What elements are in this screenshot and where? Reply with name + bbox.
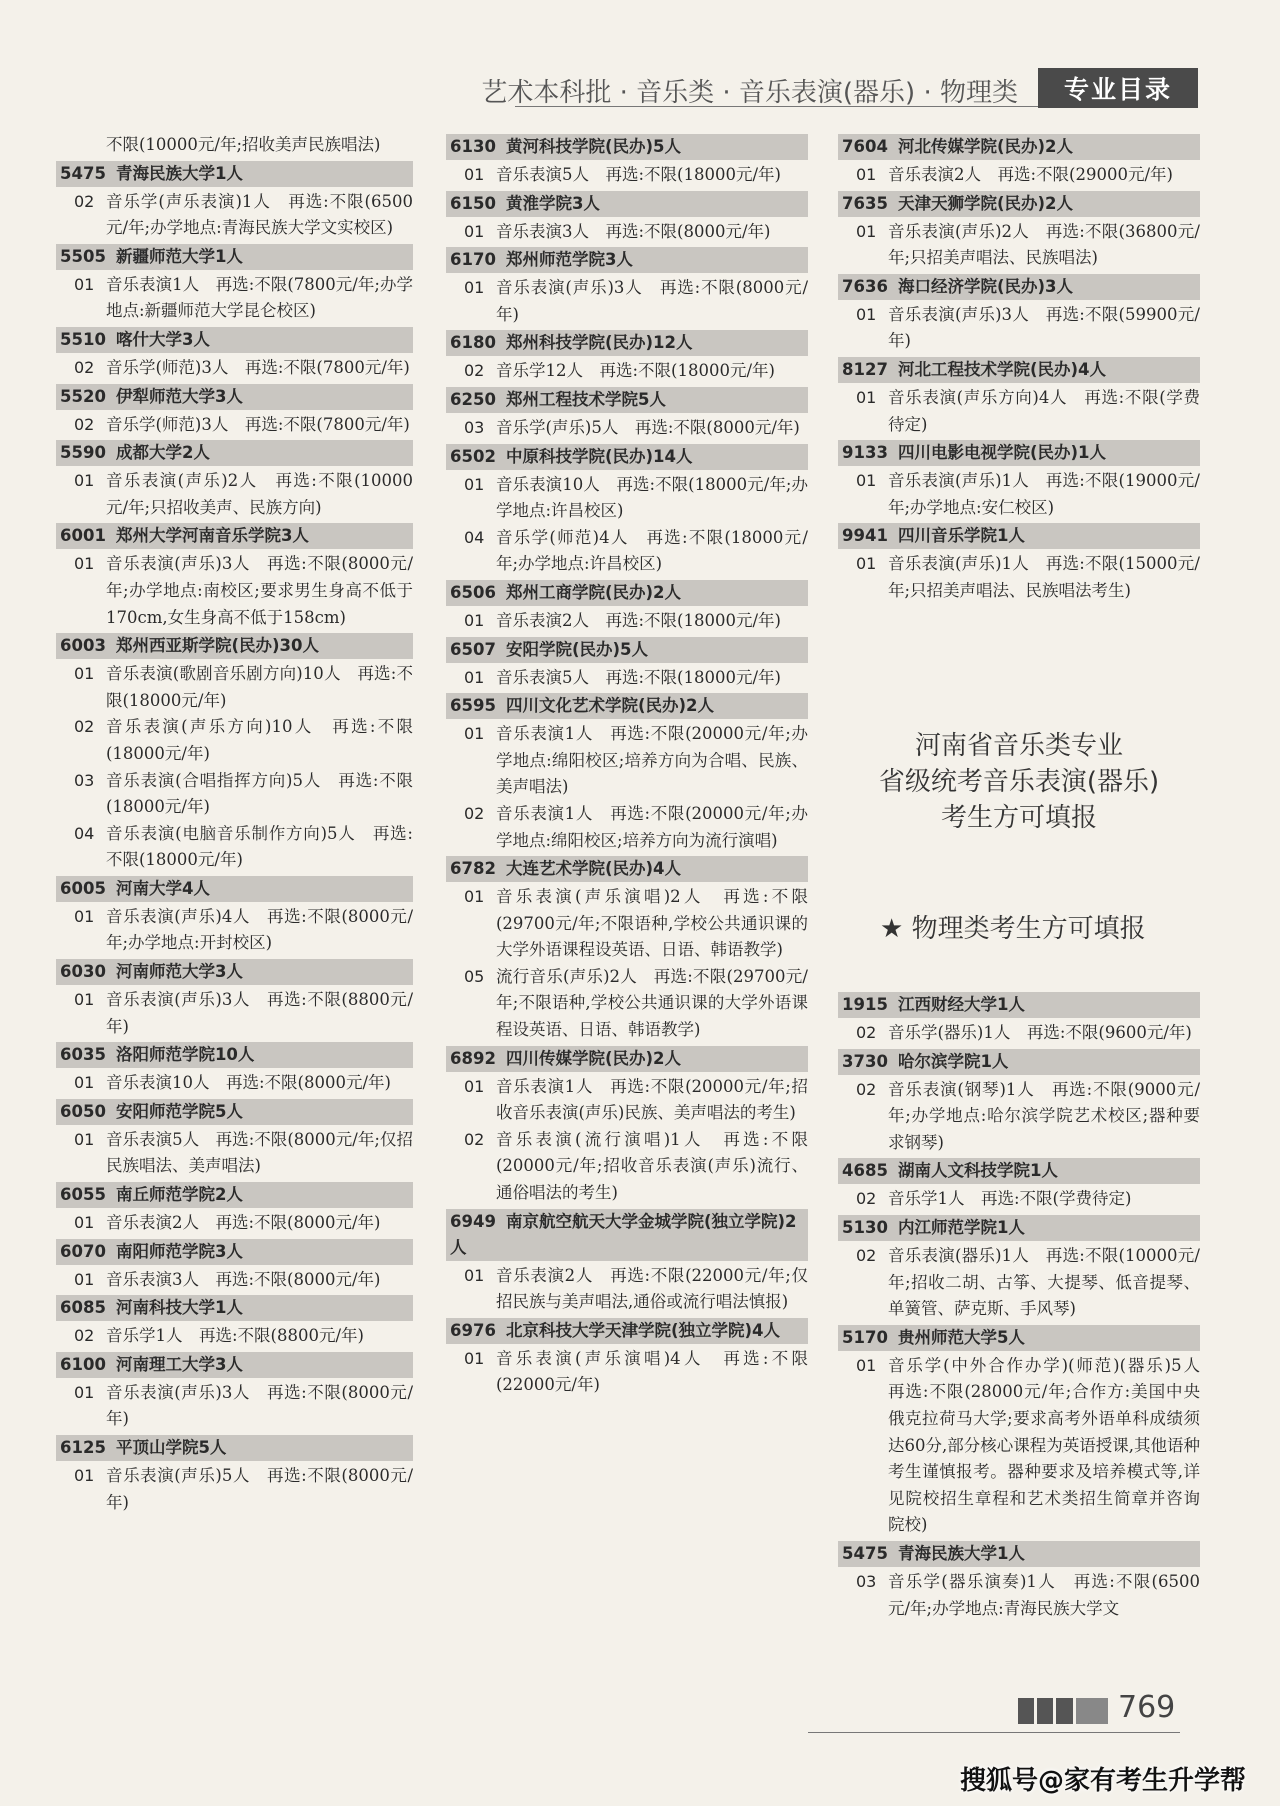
major-entry [56, 1070, 413, 1097]
institution-code: 5130 [842, 1217, 888, 1237]
institution-code: 6100 [60, 1354, 106, 1374]
institution-name: 四川音乐学院1人 [897, 526, 1025, 546]
major-code: 03 [74, 770, 95, 790]
institution-code: 6782 [450, 859, 496, 879]
institution-code: 5475 [60, 163, 106, 183]
institution-name: 四川电影电视学院(民办)1人 [897, 443, 1107, 463]
major-code: 01 [856, 304, 877, 324]
institution-code: 6170 [450, 250, 496, 270]
major-code: 02 [74, 717, 95, 737]
institution-code: 6180 [450, 333, 496, 353]
major-text: 音乐学(师范)3人 再选:不限(7800元/年) [106, 414, 410, 434]
institution-code: 6949 [450, 1211, 496, 1231]
institution-name: 海口经济学院(民办)3人 [897, 276, 1074, 296]
institution-header [838, 1541, 1200, 1567]
major-entry [56, 1323, 413, 1350]
institution-name: 郑州大学河南音乐学院3人 [115, 526, 309, 546]
institution-name: 中原科技学院(民办)14人 [505, 446, 693, 466]
major-entry [446, 415, 808, 442]
major-text: 流行音乐(声乐)2人 再选:不限(29700元/年;不限语种,学校公共通识课的大学外语课程设英语、日语、韩语教学) [496, 966, 808, 1040]
major-text: 音乐学(声乐)5人 再选:不限(8000元/年) [496, 417, 800, 437]
major-text: 音乐表演3人 再选:不限(8000元/年) [106, 1269, 381, 1289]
major-code: 05 [464, 966, 485, 986]
institution-name: 黄河科技学院(民办)5人 [505, 137, 682, 156]
institution-code: 6150 [450, 193, 496, 213]
major-text: 音乐学(声乐表演)1人 再选:不限(6500元/年;办学地点:青海民族大学文实校区) [106, 191, 413, 238]
major-text: 音乐表演(声乐)4人 再选:不限(8000元/年;办学地点:开封校区) [106, 906, 413, 953]
major-text: 音乐表演(声乐)3人 再选:不限(8000元/年;办学地点:南校区;要求男生身高不低于170cm,女生身高不低于158cm) [106, 554, 413, 627]
note-line: 省级统考音乐表演(器乐) [878, 767, 1160, 797]
institution-code: 7636 [842, 276, 888, 296]
institution-name: 洛阳师范学院10人 [115, 1045, 255, 1065]
institution-name: 安阳学院(民办)5人 [505, 639, 649, 659]
major-entry [446, 964, 808, 1044]
major-code: 01 [464, 887, 485, 907]
major-code: 04 [74, 823, 95, 843]
institution-name: 青海民族大学1人 [115, 163, 243, 183]
institution-name: 郑州西亚斯学院(民办)30人 [115, 636, 319, 656]
major-text: 音乐表演2人 再选:不限(8000元/年) [106, 1213, 381, 1233]
major-code: 01 [856, 1355, 877, 1375]
major-entry [446, 162, 808, 189]
institution-header [56, 1099, 413, 1125]
major-entry [446, 665, 808, 692]
major-code: 02 [856, 1023, 877, 1042]
major-entry [56, 272, 413, 325]
note-line: 考生方可填报 [940, 803, 1097, 833]
major-code: 01 [856, 221, 877, 241]
institution-name: 喀什大学3人 [115, 329, 210, 349]
major-entry [446, 608, 808, 635]
institution-header [838, 357, 1200, 383]
major-code: 01 [464, 1265, 485, 1285]
institution-name: 成都大学2人 [115, 443, 210, 463]
major-code: 01 [74, 1466, 95, 1485]
institution-header [446, 856, 808, 882]
major-code: 04 [464, 527, 485, 547]
institution-header [446, 444, 808, 470]
major-code: 01 [74, 990, 95, 1010]
major-code: 01 [856, 165, 877, 184]
major-text: 音乐表演(电脑音乐制作方向)5人 再选:不限(18000元/年) [106, 823, 413, 870]
institution-code: 6030 [60, 962, 106, 982]
major-code: 01 [464, 165, 485, 184]
institution-header [446, 1046, 808, 1072]
institution-code: 6070 [60, 1241, 106, 1261]
major-text: 音乐表演5人 再选:不限(18000元/年) [496, 667, 781, 687]
major-entry [838, 1020, 1200, 1047]
institution-code: 8127 [842, 359, 888, 379]
institution-name: 河南理工大学3人 [115, 1354, 243, 1374]
major-text: 音乐学1人 再选:不限(学费待定) [888, 1189, 1132, 1209]
institution-header [446, 191, 808, 217]
major-entry [446, 1127, 808, 1207]
institution-code: 6506 [450, 582, 496, 602]
column-3 [838, 132, 1200, 605]
major-code: 02 [464, 1129, 485, 1149]
institution-name: 南丘师范学院2人 [115, 1185, 243, 1205]
major-text: 音乐表演1人 再选:不限(20000元/年;办学地点:绵阳校区;培养方向为合唱、民族、美声唱法) [496, 724, 808, 797]
institution-header [56, 633, 413, 659]
institution-header [838, 523, 1200, 549]
major-entry [838, 468, 1200, 521]
major-entry [446, 884, 808, 964]
major-text: 音乐表演3人 再选:不限(8000元/年) [496, 221, 771, 241]
major-entry [838, 302, 1200, 355]
major-text: 音乐表演1人 再选:不限(20000元/年;办学地点:绵阳校区;培养方向为流行演唱) [496, 803, 808, 850]
major-text: 音乐表演(声乐)1人 再选:不限(15000元/年;只招美声唱法、民族唱法考生) [888, 554, 1200, 600]
major-text: 音乐表演(声乐方向)10人 再选:不限(18000元/年) [106, 717, 413, 763]
institution-header [56, 1182, 413, 1208]
major-code: 03 [856, 1571, 877, 1591]
major-text: 音乐表演(流行演唱)1人 再选:不限(20000元/年;招收音乐表演(声乐)流行、通俗唱法的考生) [496, 1129, 808, 1203]
major-text: 音乐学(中外合作办学)(师范)(器乐)5人 再选:不限(28000元/年;合作方:美国中央俄克拉荷马大学;要求高考外语单科成绩须达60分,部分核心课程为英语授课,其他语种考生谨慎报考。器种要求及培养模式等,详见院校招生章程和艺术类招生简章并咨询院校) [888, 1355, 1217, 1535]
major-code: 01 [74, 664, 95, 684]
institution-code: 6003 [60, 636, 106, 656]
major-text: 音乐表演10人 再选:不限(8000元/年) [106, 1073, 391, 1093]
major-entry [446, 358, 808, 385]
institution-name: 黄淮学院3人 [505, 193, 600, 213]
major-code: 01 [74, 1073, 95, 1093]
major-code: 01 [74, 274, 95, 294]
major-code: 01 [74, 1382, 95, 1402]
major-entry [56, 1463, 413, 1516]
major-entry [446, 525, 808, 578]
major-code: 02 [74, 357, 95, 377]
major-entry [56, 1380, 413, 1433]
major-entry [838, 219, 1200, 272]
major-text: 音乐表演(声乐)2人 再选:不限(10000元/年;只招收美声、民族方向) [106, 471, 413, 517]
institution-name: 河南科技大学1人 [115, 1298, 243, 1318]
institution-name: 郑州科技学院(民办)12人 [505, 333, 693, 353]
major-code: 01 [74, 1269, 95, 1289]
major-entry [56, 661, 413, 714]
institution-code: 9941 [842, 526, 888, 546]
institution-code: 6130 [450, 137, 496, 156]
major-code: 01 [464, 1076, 485, 1096]
institution-code: 6055 [60, 1185, 106, 1205]
major-text: 音乐表演2人 再选:不限(22000元/年;仅招民族与美声唱法,通俗或流行唱法慎报) [496, 1265, 808, 1312]
major-text: 音乐表演(声乐演唱)4人 再选:不限(22000元/年) [496, 1348, 808, 1395]
major-code: 01 [464, 724, 485, 744]
institution-code: 6892 [450, 1048, 496, 1068]
major-text: 音乐表演(器乐)1人 再选:不限(10000元/年;招收二胡、古筝、大提琴、低音提琴、单簧管、萨克斯、手风琴) [888, 1245, 1200, 1319]
major-code: 01 [464, 221, 485, 241]
institution-name: 大连艺术学院(民办)4人 [505, 859, 682, 879]
institution-name: 新疆师范大学1人 [115, 246, 243, 266]
major-code: 01 [74, 471, 95, 491]
institution-name: 南京航空航天大学金城学院(独立学院)2人 [450, 1211, 797, 1257]
institution-name: 贵州师范大学5人 [897, 1327, 1025, 1347]
major-text: 音乐表演5人 再选:不限(18000元/年) [496, 165, 781, 184]
major-text: 音乐表演(声乐)2人 再选:不限(36800元/年;只招美声唱法、民族唱法) [888, 221, 1200, 268]
major-text: 音乐表演(声乐方向)4人 再选:不限(学费待定) [888, 387, 1200, 434]
major-text: 音乐表演(钢琴)1人 再选:不限(9000元/年;办学地点:哈尔滨学院艺术校区;器种要求钢琴) [888, 1079, 1200, 1152]
column-2 [446, 132, 808, 1399]
institution-name: 江西财经大学1人 [897, 995, 1025, 1014]
major-code: 02 [464, 803, 485, 823]
major-code: 01 [464, 1348, 485, 1368]
institution-code: 5520 [60, 386, 106, 406]
major-entry [838, 162, 1200, 189]
institution-header [446, 247, 808, 273]
institution-header [56, 876, 413, 902]
major-entry [838, 1186, 1200, 1213]
institution-name: 河南师范大学3人 [115, 962, 243, 982]
institution-name: 郑州工程技术学院5人 [505, 389, 666, 409]
major-code: 02 [856, 1245, 877, 1265]
major-entry [56, 1267, 413, 1294]
major-entry [56, 904, 413, 957]
major-text: 音乐表演2人 再选:不限(18000元/年) [496, 610, 781, 630]
institution-name: 哈尔滨学院1人 [897, 1051, 1009, 1071]
major-entry [56, 412, 413, 439]
column-1 [56, 132, 413, 1516]
institution-name: 内江师范学院1人 [897, 1217, 1025, 1237]
institution-header [446, 134, 808, 160]
major-code: 01 [464, 667, 485, 687]
major-text: 音乐表演(声乐)3人 再选:不限(8000元/年) [496, 278, 808, 324]
institution-name: 郑州工商学院(民办)2人 [505, 582, 682, 602]
major-code: 02 [74, 191, 95, 211]
institution-header [838, 1215, 1200, 1241]
institution-code: 6035 [60, 1045, 106, 1065]
institution-code: 7635 [842, 193, 888, 213]
institution-name: 河北传媒学院(民办)2人 [897, 137, 1074, 156]
major-entry [838, 1077, 1200, 1157]
major-entry [56, 714, 413, 767]
institution-name: 北京科技大学天津学院(独立学院)4人 [505, 1320, 781, 1340]
major-entry [446, 1263, 808, 1316]
institution-name: 平顶山学院5人 [115, 1438, 227, 1457]
major-code: 01 [74, 1213, 95, 1233]
page-number: 769 [1118, 1690, 1176, 1725]
institution-name: 河北工程技术学院(民办)4人 [897, 359, 1107, 379]
header-rule [515, 106, 1038, 107]
institution-code: 1915 [842, 995, 888, 1014]
major-entry [446, 721, 808, 801]
major-code: 02 [74, 1326, 95, 1346]
institution-code: 9133 [842, 443, 888, 463]
institution-header [838, 191, 1200, 217]
institution-header [446, 637, 808, 663]
institution-header [56, 1295, 413, 1321]
major-entry [446, 219, 808, 246]
major-entry [56, 1127, 413, 1180]
major-entry [446, 801, 808, 854]
institution-header [838, 992, 1200, 1018]
running-header-title: 艺术本科批 · 音乐类 · 音乐表演(器乐) · 物理类 [481, 78, 1018, 108]
institution-header [56, 1352, 413, 1378]
major-text: 音乐表演2人 再选:不限(29000元/年) [888, 165, 1173, 184]
major-code: 01 [464, 474, 485, 494]
institution-code: 5510 [60, 329, 106, 349]
major-text: 音乐表演1人 再选:不限(20000元/年;招收音乐表演(声乐)民族、美声唱法的考生) [496, 1076, 808, 1123]
major-entry [56, 189, 413, 242]
note-line: 河南省音乐类专业 [914, 731, 1123, 761]
major-code: 01 [464, 278, 485, 298]
institution-header [838, 440, 1200, 466]
institution-code: 7604 [842, 137, 888, 156]
major-entry [446, 275, 808, 328]
institution-code: 6125 [60, 1438, 106, 1457]
section-badge: 专业目录 [1038, 68, 1198, 108]
major-text: 音乐学(器乐演奏)1人 再选:不限(6500元/年;办学地点:青海民族大学文 [888, 1571, 1200, 1618]
institution-code: 6001 [60, 526, 106, 546]
page-header [0, 68, 1280, 112]
major-code: 01 [464, 610, 485, 630]
institution-code: 5170 [842, 1327, 888, 1347]
major-code: 02 [856, 1189, 877, 1209]
institution-code: 5475 [842, 1543, 888, 1563]
major-text: 音乐表演(声乐)1人 再选:不限(19000元/年;办学地点:安仁校区) [888, 471, 1200, 517]
institution-name: 湖南人文科技学院1人 [897, 1161, 1058, 1181]
major-text: 音乐表演(声乐)5人 再选:不限(8000元/年) [106, 1466, 413, 1512]
major-entry [56, 987, 413, 1040]
major-code: 01 [856, 471, 877, 491]
institution-header [56, 384, 413, 410]
institution-header [56, 327, 413, 353]
institution-header [56, 1239, 413, 1265]
institution-header [838, 134, 1200, 160]
major-entry [56, 551, 413, 631]
institution-header [838, 1049, 1200, 1075]
major-text: 音乐学1人 再选:不限(8800元/年) [106, 1326, 364, 1346]
institution-name: 安阳师范学院5人 [115, 1101, 243, 1121]
footer-bar-decoration [1018, 1698, 1108, 1724]
major-entry [56, 821, 413, 874]
column-3-lower [838, 990, 1217, 1622]
major-code: 01 [74, 906, 95, 926]
institution-name: 伊犁师范大学3人 [115, 386, 243, 406]
major-code: 01 [856, 554, 877, 574]
institution-header [56, 1042, 413, 1068]
institution-name: 天津天狮学院(民办)2人 [897, 193, 1074, 213]
institution-code: 6250 [450, 389, 496, 409]
institution-header [56, 523, 413, 549]
institution-header [838, 1158, 1200, 1184]
institution-code: 4685 [842, 1161, 888, 1181]
institution-code: 6595 [450, 696, 496, 716]
institution-code: 6050 [60, 1101, 106, 1121]
institution-name: 四川传媒学院(民办)2人 [505, 1048, 682, 1068]
institution-header [446, 1318, 808, 1344]
major-text: 音乐表演10人 再选:不限(18000元/年;办学地点:许昌校区) [496, 474, 808, 521]
institution-header [56, 959, 413, 985]
major-entry [838, 1569, 1200, 1622]
major-code: 01 [856, 387, 877, 407]
institution-code: 6507 [450, 639, 496, 659]
major-code: 02 [856, 1079, 877, 1099]
institution-name: 青海民族大学1人 [897, 1543, 1025, 1563]
major-entry [56, 355, 413, 382]
institution-code: 6085 [60, 1298, 106, 1318]
institution-name: 南阳师范学院3人 [115, 1241, 243, 1261]
major-text: 音乐表演5人 再选:不限(8000元/年;仅招民族唱法、美声唱法) [106, 1129, 413, 1176]
institution-code: 3730 [842, 1051, 888, 1071]
major-text: 音乐表演(歌剧音乐剧方向)10人 再选:不限(18000元/年) [106, 664, 413, 710]
institution-header [56, 161, 413, 187]
major-text: 音乐表演(声乐演唱)2人 再选:不限(29700元/年;不限语种,学校公共通识课的大学外语课程设英语、日语、韩语教学) [496, 887, 808, 960]
institution-name: 郑州师范学院3人 [505, 250, 633, 270]
institution-code: 6005 [60, 878, 106, 898]
eligibility-note [838, 728, 1200, 836]
institution-code: 5590 [60, 443, 106, 463]
major-code: 02 [74, 414, 95, 434]
major-text: 音乐表演(声乐)3人 再选:不限(8000元/年) [106, 1382, 413, 1429]
institution-header [446, 693, 808, 719]
institution-code: 6502 [450, 446, 496, 466]
institution-code: 5505 [60, 246, 106, 266]
institution-header [56, 440, 413, 466]
major-entry [56, 1210, 413, 1237]
major-text: 音乐学(师范)3人 再选:不限(7800元/年) [106, 357, 410, 377]
major-entry [446, 472, 808, 525]
institution-header [446, 330, 808, 356]
major-text: 音乐表演(声乐)3人 再选:不限(59900元/年) [888, 304, 1200, 351]
major-entry [56, 468, 413, 521]
institution-header [446, 1209, 808, 1261]
major-text: 音乐学12人 再选:不限(18000元/年) [496, 361, 775, 381]
major-code: 03 [464, 417, 485, 437]
institution-name: 四川文化艺术学院(民办)2人 [505, 696, 715, 716]
major-entry [838, 551, 1200, 604]
major-entry [446, 1346, 808, 1399]
institution-header [446, 580, 808, 606]
major-entry [838, 1353, 1217, 1539]
major-entry [56, 768, 413, 821]
major-text: 音乐表演1人 再选:不限(7800元/年;办学地点:新疆师范大学昆仑校区) [106, 274, 413, 321]
major-entry [446, 1074, 808, 1127]
institution-header [56, 244, 413, 270]
major-code: 02 [464, 361, 485, 381]
major-code: 01 [74, 1129, 95, 1149]
major-text: 音乐表演(合唱指挥方向)5人 再选:不限(18000元/年) [106, 770, 413, 817]
major-entry [838, 385, 1200, 438]
watermark: 搜狐号@家有考生升学帮 [959, 1766, 1246, 1796]
major-text: 音乐学(器乐)1人 再选:不限(9600元/年) [888, 1023, 1192, 1042]
major-text: 音乐学(师范)4人 再选:不限(18000元/年;办学地点:许昌校区) [496, 527, 808, 574]
institution-header [838, 1325, 1200, 1351]
major-entry [838, 1243, 1200, 1323]
continued-text: 不限(10000元/年;招收美声民族唱法) [106, 135, 381, 154]
major-text: 音乐表演(声乐)3人 再选:不限(8800元/年) [106, 990, 413, 1036]
institution-header [56, 1435, 413, 1461]
footer-rule [808, 1732, 1180, 1733]
institution-header [838, 274, 1200, 300]
institution-header [446, 387, 808, 413]
institution-name: 河南大学4人 [115, 878, 210, 898]
institution-code: 6976 [450, 1320, 496, 1340]
major-code: 01 [74, 554, 95, 574]
physics-label: ★ 物理类考生方可填报 [880, 914, 1146, 944]
